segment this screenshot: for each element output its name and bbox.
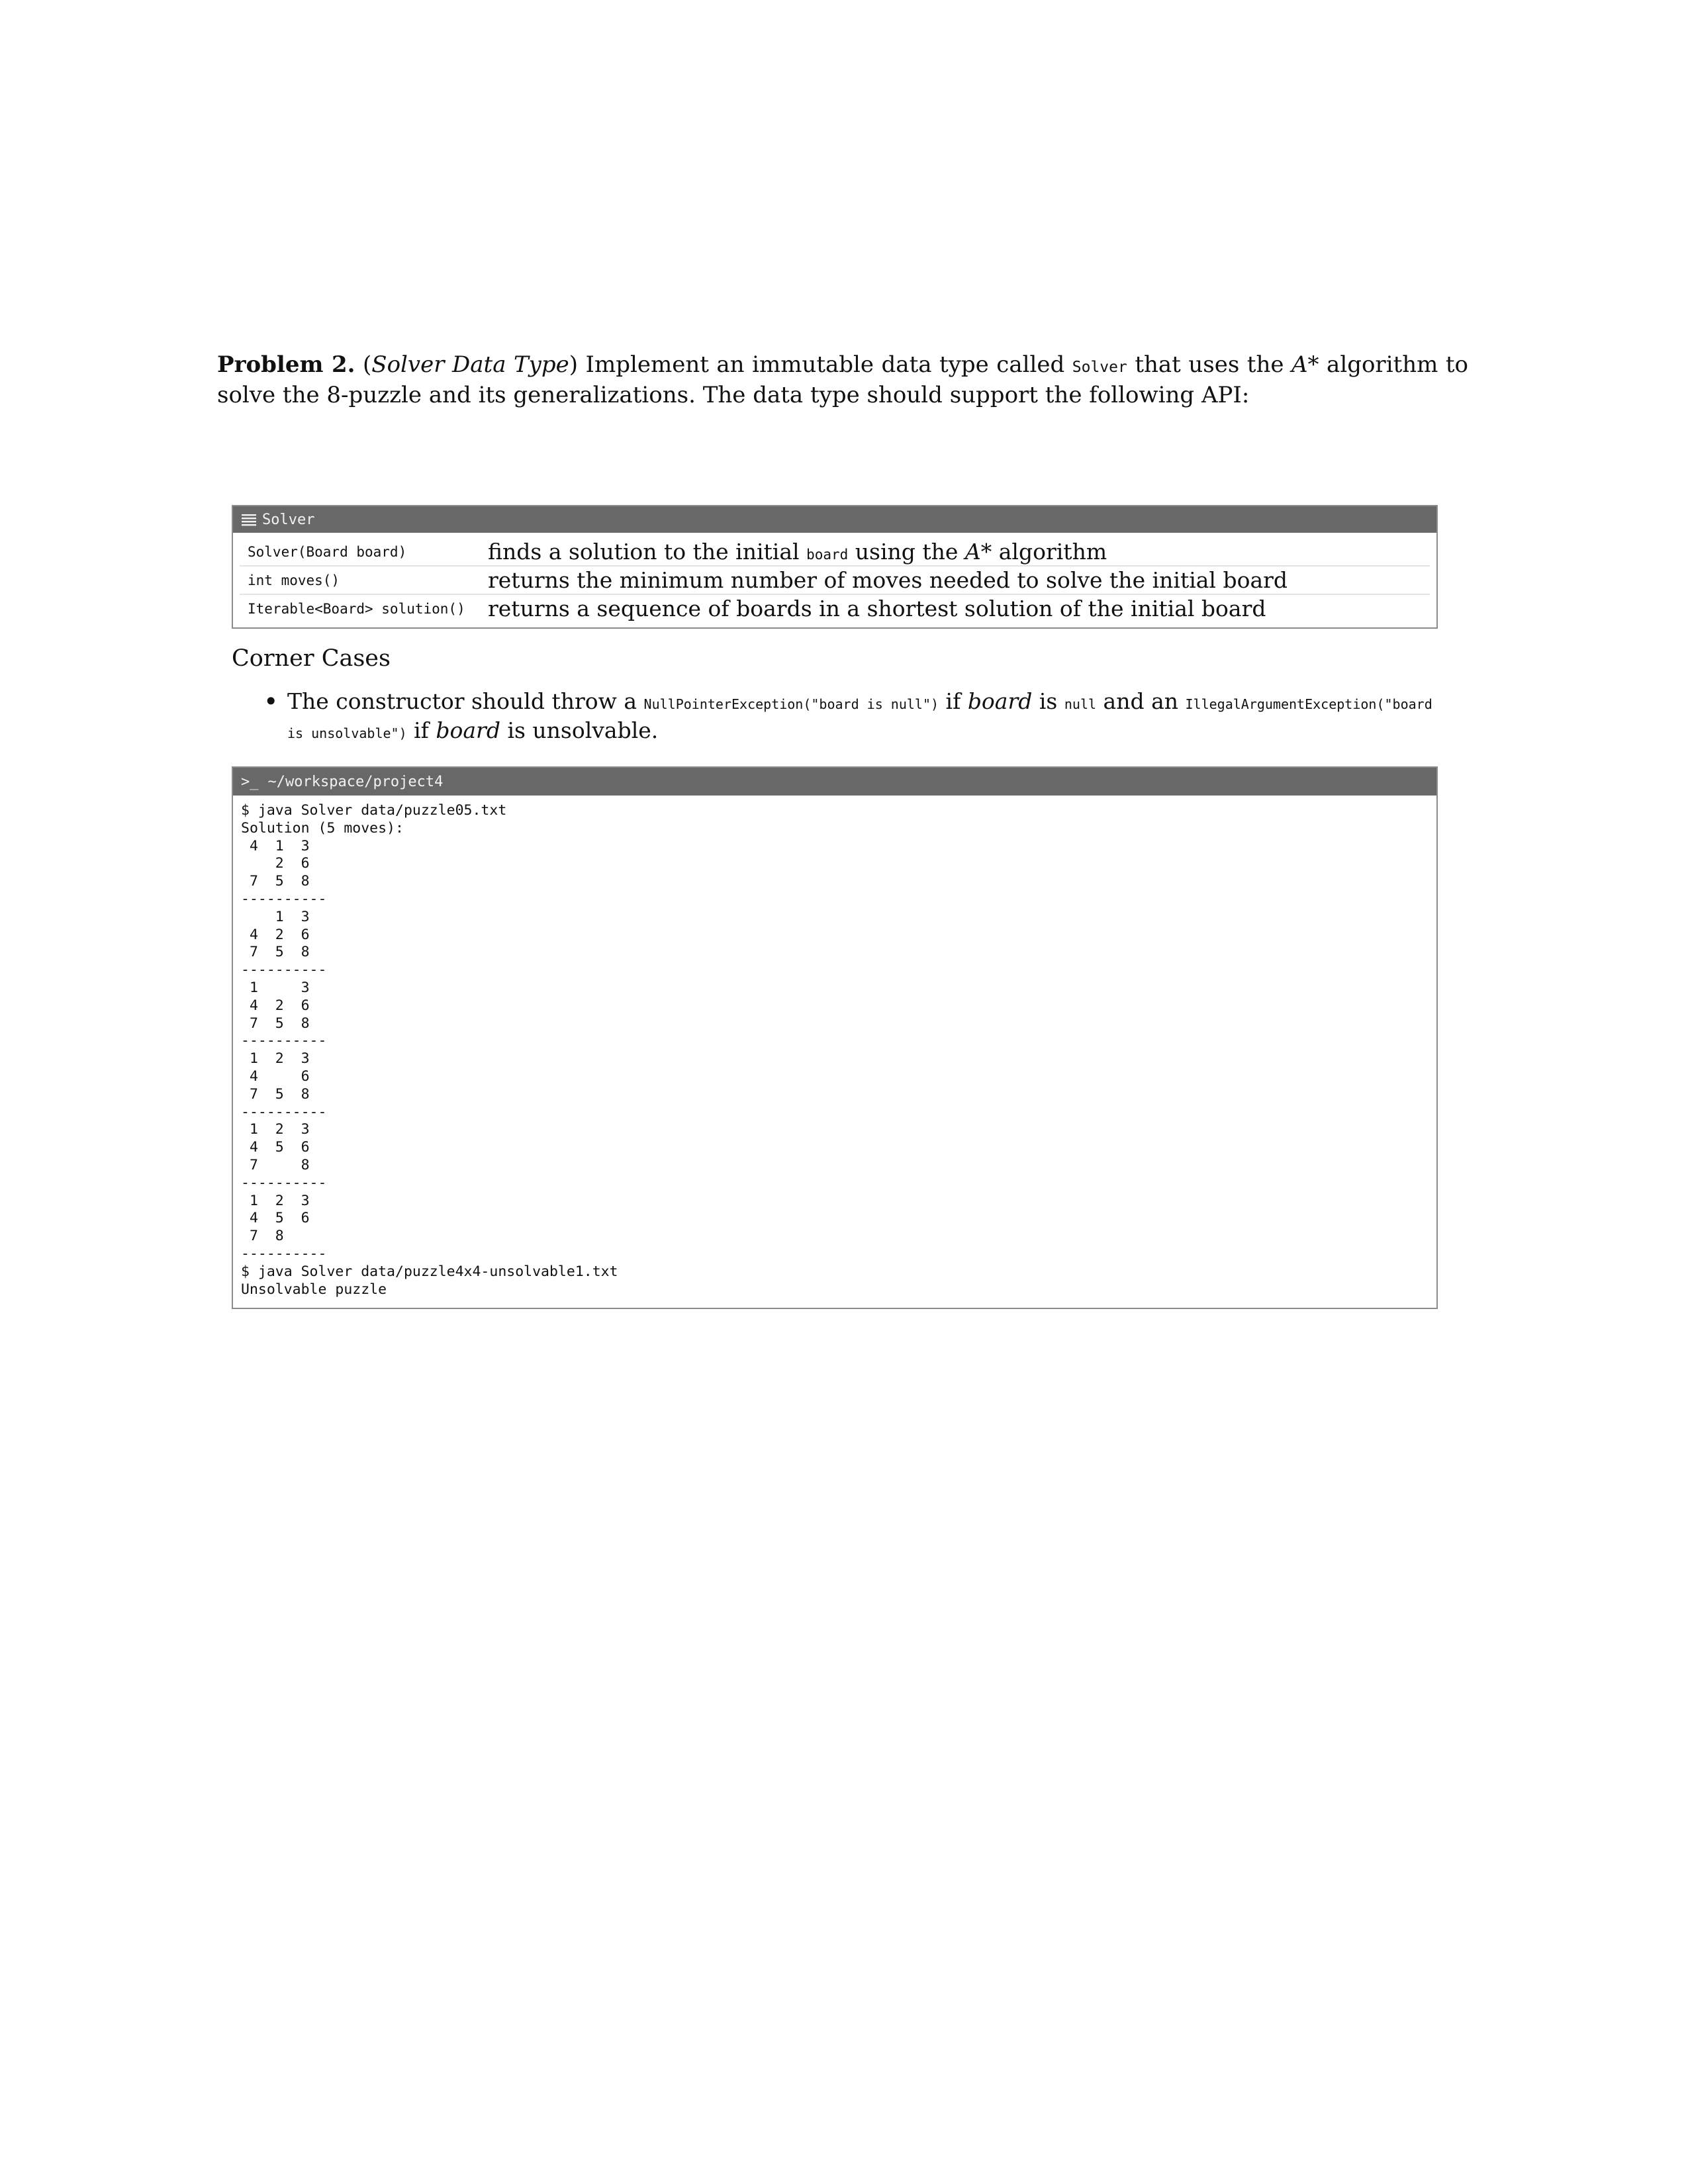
corner-code: NullPointerException("board is null"): [643, 696, 939, 712]
desc-text: finds a solution to the initial: [488, 539, 807, 565]
corner-cases-list: [263, 688, 1442, 747]
list-icon: [241, 513, 257, 526]
api-signature: Iterable<Board> solution(): [248, 600, 465, 617]
api-description: returns a sequence of boards in a shortest solution of the initial board: [488, 596, 1266, 621]
corner-text: if: [406, 717, 436, 743]
algo-name: A*: [1291, 351, 1319, 378]
api-description: returns the minimum number of moves needed to solve the initial board: [488, 567, 1288, 593]
desc-text: algorithm: [992, 539, 1107, 565]
terminal-window: [232, 766, 1438, 1309]
terminal-prompt-icon: >_: [241, 773, 259, 790]
problem-topic: Solver Data Type: [371, 351, 569, 378]
api-row-solution: [240, 595, 1430, 622]
api-row-moves: [240, 567, 1430, 595]
problem-label: Problem 2.: [217, 351, 355, 378]
solver-code: Solver: [1072, 359, 1127, 376]
corner-cases-heading: Corner Cases: [232, 645, 391, 672]
corner-text: is: [1032, 688, 1064, 714]
corner-text: The constructor should throw a: [287, 688, 644, 714]
corner-code: null: [1064, 696, 1097, 712]
corner-text: is unsolvable.: [500, 717, 659, 743]
problem-text: that uses the: [1127, 351, 1291, 378]
corner-var: board: [436, 717, 500, 743]
terminal-path: ~/workspace/project4: [267, 773, 444, 790]
problem-statement: [217, 351, 1468, 409]
api-description: [488, 539, 1107, 565]
corner-var: board: [967, 688, 1033, 714]
desc-algo: A*: [964, 539, 992, 565]
api-row-constructor: [240, 538, 1430, 567]
api-table: [232, 505, 1438, 629]
paren-close: ): [569, 351, 579, 378]
api-title: Solver: [262, 511, 315, 528]
corner-text: if: [939, 688, 968, 714]
problem-text: algorithm to solve the 8-puzzle and its generalizations. The data type should support the following API:: [217, 351, 1469, 408]
paren-open: (: [363, 351, 372, 378]
terminal-header: [233, 768, 1436, 796]
corner-code: IllegalArgumentException("board is unsolvable"): [287, 696, 1432, 741]
corner-case-item: [263, 688, 1442, 747]
desc-code: board: [806, 547, 849, 563]
corner-text: and an: [1096, 688, 1186, 714]
api-header: [233, 506, 1436, 533]
desc-text: using the: [848, 539, 965, 565]
api-signature: Solver(Board board): [248, 543, 407, 560]
terminal-output: $ java Solver data/puzzle05.txt Solution (5 moves): 4 1 3 2 6 7 5 8 ---------- 1 3 4 2 6 7 5 8 ---------- 1 3 4 2 6 7 5 8 ---------- 1 2 3 4 6 7 5 8 ---------- 1 2 3 4 5 6 7 8 ---------- 1 2 3 4 5 6 7 8 ---------- $ java Solver data/puzzle4x4-unsolvable1.txt Unsolvable puzzle: [241, 802, 618, 1298]
problem-text: Implement an immutable data type called: [578, 351, 1072, 378]
api-signature: int moves(): [248, 572, 340, 588]
